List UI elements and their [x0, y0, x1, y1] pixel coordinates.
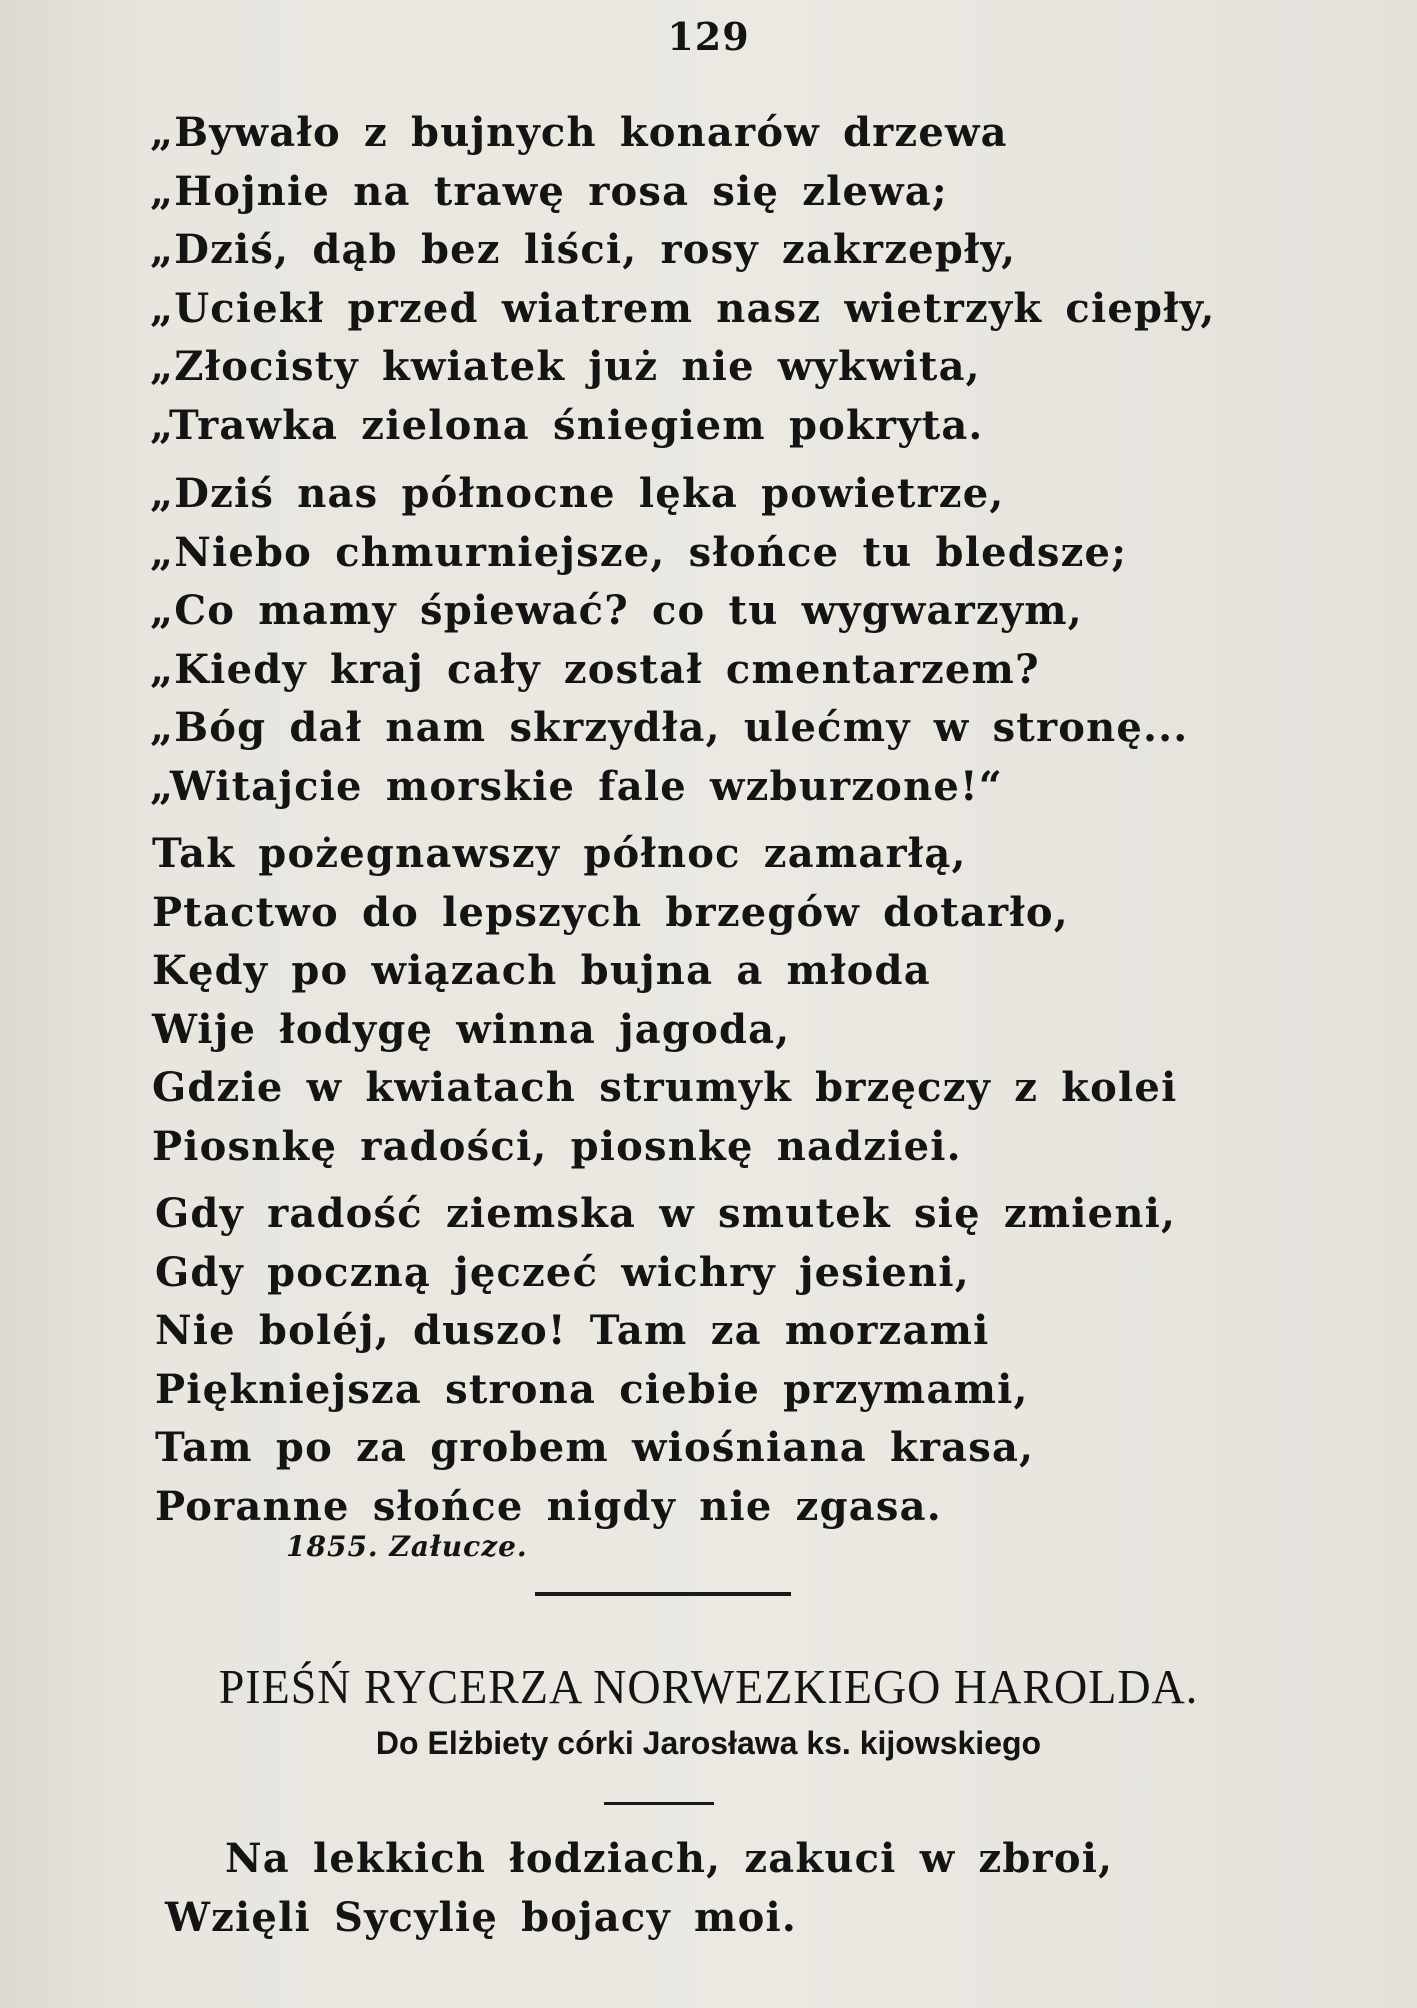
verse-line: Na lekkich łodziach, zakuci w zbroi,: [225, 1835, 1114, 1882]
poem-title: PIEŚŃ RYCERZA NORWEZKIEGO HAROLDA.: [218, 1659, 1199, 1714]
verse-line: „Co mamy śpiewać? co tu wygwarzym,: [150, 587, 1083, 634]
verse-line: „Uciekł przed wiatrem nasz wietrzyk ciepły,: [150, 284, 1216, 332]
stanza-4: [155, 1185, 1176, 1536]
verse-line: „Hojnie na trawę rosa się zlewa;: [150, 167, 948, 215]
verse-line: „Bóg dał nam skrzydła, ulećmy w stronę...: [150, 704, 1189, 751]
verse-line: „Bywało z bujnych konarów drzewa: [150, 109, 1008, 156]
verse-line: „Dziś, dąb bez liści, rosy zakrzepły,: [150, 226, 1017, 273]
verse-line: Tam po za grobem wiośniana krasa,: [155, 1424, 1035, 1471]
verse-line: Tak pożegnawszy północ zamarłą,: [152, 830, 967, 877]
verse-line: Wzięli Sycylię bojacy moi.: [165, 1893, 797, 1941]
verse-line: Poranne słońce nigdy nie zgasa.: [155, 1482, 942, 1530]
poem-subtitle: Do Elżbiety córki Jarosława ks. kijowskiego: [375, 1725, 1042, 1761]
title-divider: [604, 1802, 714, 1805]
verse-line: „Kiedy kraj cały został cmentarzem?: [150, 645, 1040, 693]
verse-line: Piosnkę radości, piosnkę nadziei.: [152, 1122, 962, 1170]
verse-line: Kędy po wiązach bujna a młoda: [152, 947, 931, 994]
verse-line: „Trawka zielona śniegiem pokryta.: [150, 401, 984, 449]
stanza-3: [152, 825, 1177, 1176]
verse-line: Gdy poczną jęczeć wichry jesieni,: [155, 1248, 970, 1296]
stanza-1: [150, 104, 1216, 455]
verse-line: Gdzie w kwiatach strumyk brzęczy z kolei: [152, 1064, 1178, 1111]
verse-line: Piękniejsza strona ciebie przymami,: [155, 1365, 1029, 1413]
verse-line: Wije łodygę winna jagoda,: [152, 1005, 791, 1053]
dateline: 1855. Załucze.: [286, 1530, 528, 1563]
page-number: 129: [667, 14, 750, 59]
verse-line: Ptactwo do lepszych brzegów dotarło,: [152, 888, 1069, 936]
stanza-2: [150, 465, 1188, 816]
verse-line: Nie boléj, duszo! Tam za morzami: [155, 1307, 990, 1354]
verse-line: „Dziś nas północne lęka powietrze,: [150, 470, 1005, 517]
verse-line: Gdy radość ziemska w smutek się zmieni,: [155, 1190, 1177, 1237]
verse-line: „Witajcie morskie fale wzburzone!“: [150, 762, 1003, 810]
verse-line: „Niebo chmurniejsze, słońce tu bledsze;: [150, 528, 1128, 576]
verse-line: „Złocisty kwiatek już nie wykwita,: [150, 343, 981, 390]
stanza-final: [165, 1830, 1113, 1947]
section-divider: [535, 1592, 791, 1596]
